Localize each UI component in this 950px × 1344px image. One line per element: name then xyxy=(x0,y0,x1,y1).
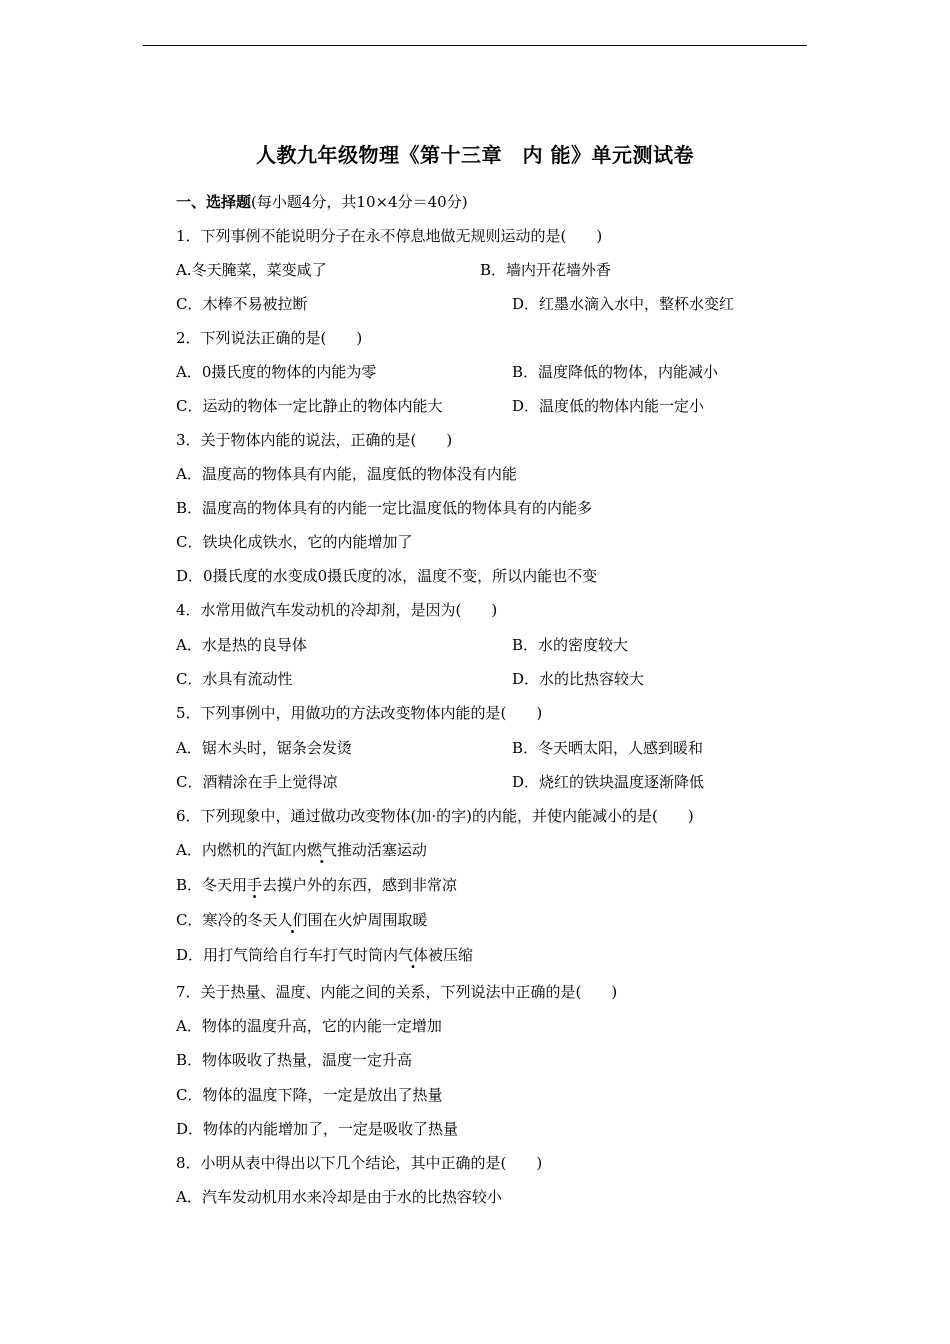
q6-a-text-post: 推动活塞运动 xyxy=(336,841,427,859)
question-7: 7．关于热量、温度、内能之间的关系，下列说法中正确的是( ) xyxy=(176,983,618,1001)
question-8: 8．小明从表中得出以下几个结论，其中正确的是( ) xyxy=(176,1154,543,1172)
page-title: 人教九年级物理《第十三章 内 能》单元测试卷 xyxy=(256,143,694,167)
q2-option-d: D．温度低的物体内能一定小 xyxy=(512,397,705,415)
q7-option-b: B．物体吸收了热量，温度一定升高 xyxy=(176,1051,413,1069)
q4-option-c: C．水具有流动性 xyxy=(176,670,293,688)
q5-option-d: D．烧红的铁块温度逐渐降低 xyxy=(512,773,705,791)
q6-c-text-pre: C．寒冷的冬天 xyxy=(176,911,278,929)
section-note: (每小题4分，共10×4分＝40分) xyxy=(251,193,468,211)
q6-option-b xyxy=(176,875,457,895)
q6-b-emphasis: 手 xyxy=(247,876,263,894)
q3-option-b: B．温度高的物体具有的内能一定比温度低的物体具有的内能多 xyxy=(176,499,593,517)
section-heading xyxy=(176,192,468,212)
q6-c-text-post: 围在火炉周围取暖 xyxy=(307,911,428,929)
q7-option-d: D．物体的内能增加了，一定是吸收了热量 xyxy=(176,1120,459,1138)
question-1: 1．下列事例不能说明分子在永不停息地做无规则运动的是( ) xyxy=(176,227,603,245)
q4-option-a: A．水是热的良导体 xyxy=(176,636,307,654)
q6-option-a xyxy=(176,840,427,860)
q2-option-c: C．运动的物体一定比静止的物体内能大 xyxy=(176,397,443,415)
q1-option-c: C．木棒不易被拉断 xyxy=(176,295,308,313)
question-6: 6．下列现象中，通过做功改变物体(加·的字)的内能，并使内能减小的是( ) xyxy=(176,807,694,825)
q2-option-a: A．0摄氏度的物体的内能为零 xyxy=(176,363,377,381)
q4-option-d: D．水的比热容较大 xyxy=(512,670,645,688)
q6-option-d xyxy=(176,945,473,965)
section-label: 一、选择题 xyxy=(176,193,252,211)
q3-option-c: C．铁块化成铁水，它的内能增加了 xyxy=(176,533,413,551)
q5-option-b: B．冬天晒太阳，人感到暖和 xyxy=(512,739,704,757)
q1-option-d: D．红墨水滴入水中，整杯水变红 xyxy=(512,295,735,313)
q6-c-emphasis: 人们 xyxy=(277,911,308,929)
q5-option-c: C．酒精涂在手上觉得凉 xyxy=(176,773,338,791)
q3-option-d: D．0摄氏度的水变成0摄氏度的冰，温度不变，所以内能也不变 xyxy=(176,567,598,585)
q6-b-text-pre: B．冬天用 xyxy=(176,876,248,894)
question-4: 4．水常用做汽车发动机的冷却剂，是因为( ) xyxy=(176,601,498,619)
question-2: 2．下列说法正确的是( ) xyxy=(176,329,363,347)
q6-a-emphasis: 燃气 xyxy=(306,841,337,859)
q2-option-b: B．温度降低的物体，内能减小 xyxy=(512,363,719,381)
q5-option-a: A．锯木头时，锯条会发烫 xyxy=(176,739,352,757)
q6-d-text-pre: D．用打气筒给自行车打气时筒内 xyxy=(176,946,399,964)
q6-option-c xyxy=(176,910,428,930)
q8-option-a: A．汽车发动机用水来冷却是由于水的比热容较小 xyxy=(176,1188,502,1206)
q6-d-emphasis: 气体 xyxy=(398,946,429,964)
q6-b-text-post: 去摸户外的东西，感到非常凉 xyxy=(262,876,458,894)
q3-option-a: A．温度高的物体具有内能，温度低的物体没有内能 xyxy=(176,465,517,483)
q7-option-c: C．物体的温度下降，一定是放出了热量 xyxy=(176,1086,443,1104)
header-rule xyxy=(143,45,807,46)
q1-option-b: B．墙内开花墙外香 xyxy=(480,261,612,279)
q4-option-b: B．水的密度较大 xyxy=(512,636,629,654)
question-3: 3．关于物体内能的说法，正确的是( ) xyxy=(176,431,453,449)
question-5: 5．下列事例中，用做功的方法改变物体内能的是( ) xyxy=(176,704,543,722)
q6-a-text-pre: A．内燃机的汽缸内 xyxy=(176,841,307,859)
q1-option-a: A.冬天腌菜，菜变咸了 xyxy=(176,261,327,279)
q6-d-text-post: 被压缩 xyxy=(428,946,474,964)
q7-option-a: A．物体的温度升高，它的内能一定增加 xyxy=(176,1017,442,1035)
